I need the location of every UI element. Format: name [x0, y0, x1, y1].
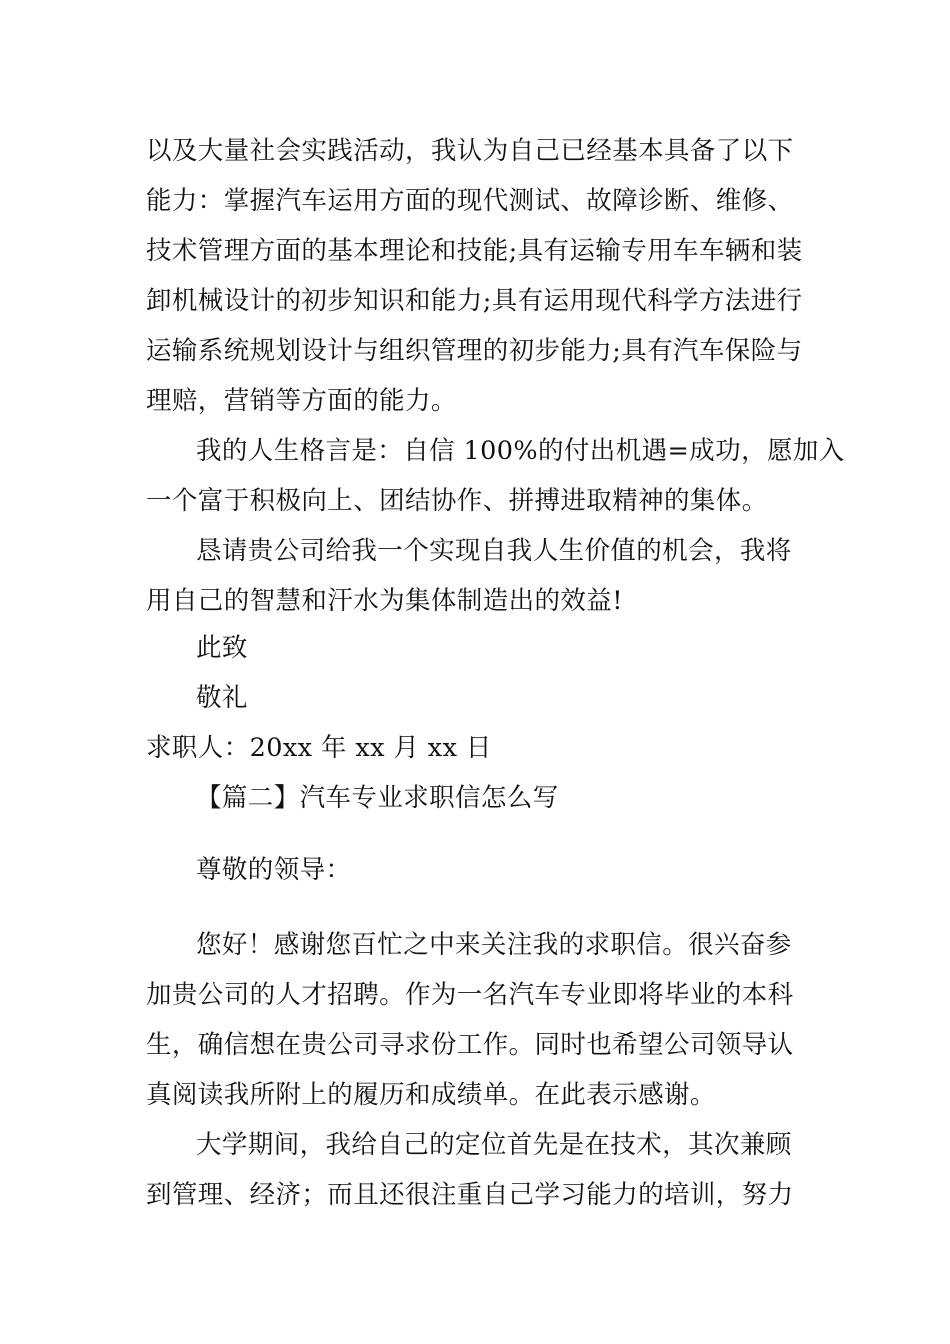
paragraph-5-line-2: 到管理、经济；而且还很注重自己学习能力的培训，努力 — [146, 1180, 794, 1210]
paragraph-1-line-4: 卸机械设计的初步知识和能力;具有运用现代科学方法进行 — [146, 286, 803, 316]
paragraph-3-line-2: 用自己的智慧和汗水为集体制造出的效益! — [146, 586, 623, 616]
section-heading: 【篇二】汽车专业求职信怎么写 — [196, 783, 559, 813]
paragraph-1-line-1: 以及大量社会实践活动，我认为自己已经基本具备了以下 — [146, 136, 794, 166]
paragraph-4-line-2: 加贵公司的人才招聘。作为一名汽车专业即将毕业的本科 — [146, 980, 794, 1010]
paragraph-1-line-6: 理赔，营销等方面的能力。 — [146, 386, 457, 416]
paragraph-2-line-2: 一个富于积极向上、团结协作、拼搏进取精神的集体。 — [146, 486, 768, 516]
paragraph-5-line-1: 大学期间，我给自己的定位首先是在技术，其次兼顾 — [196, 1130, 792, 1160]
paragraph-4-line-4: 真阅读我所附上的履历和成绩单。在此表示感谢。 — [146, 1080, 716, 1110]
paragraph-2-line-1: 我的人生格言是：自信 100%的付出机遇=成功，愿加入 — [196, 436, 845, 466]
paragraph-1-line-5: 运输系统规划设计与组织管理的初步能力;具有汽车保险与 — [146, 336, 803, 366]
paragraph-4-line-3: 生，确信想在贵公司寻求份工作。同时也希望公司领导认 — [146, 1030, 794, 1060]
signature-line: 求职人：20xx 年 xx 月 xx 日 — [146, 733, 492, 763]
closing-line-2: 敬礼 — [196, 683, 248, 713]
paragraph-3-line-1: 恳请贵公司给我一个实现自我人生价值的机会，我将 — [196, 536, 792, 566]
paragraph-4-line-1: 您好！感谢您百忙之中来关注我的求职信。很兴奋参 — [196, 930, 792, 960]
salutation: 尊敬的领导： — [196, 855, 352, 885]
closing-line-1: 此致 — [196, 633, 248, 663]
paragraph-1-line-2: 能力：掌握汽车运用方面的现代测试、故障诊断、维修、 — [146, 186, 794, 216]
paragraph-1-line-3: 技术管理方面的基本理论和技能;具有运输专用车车辆和装 — [146, 236, 803, 266]
